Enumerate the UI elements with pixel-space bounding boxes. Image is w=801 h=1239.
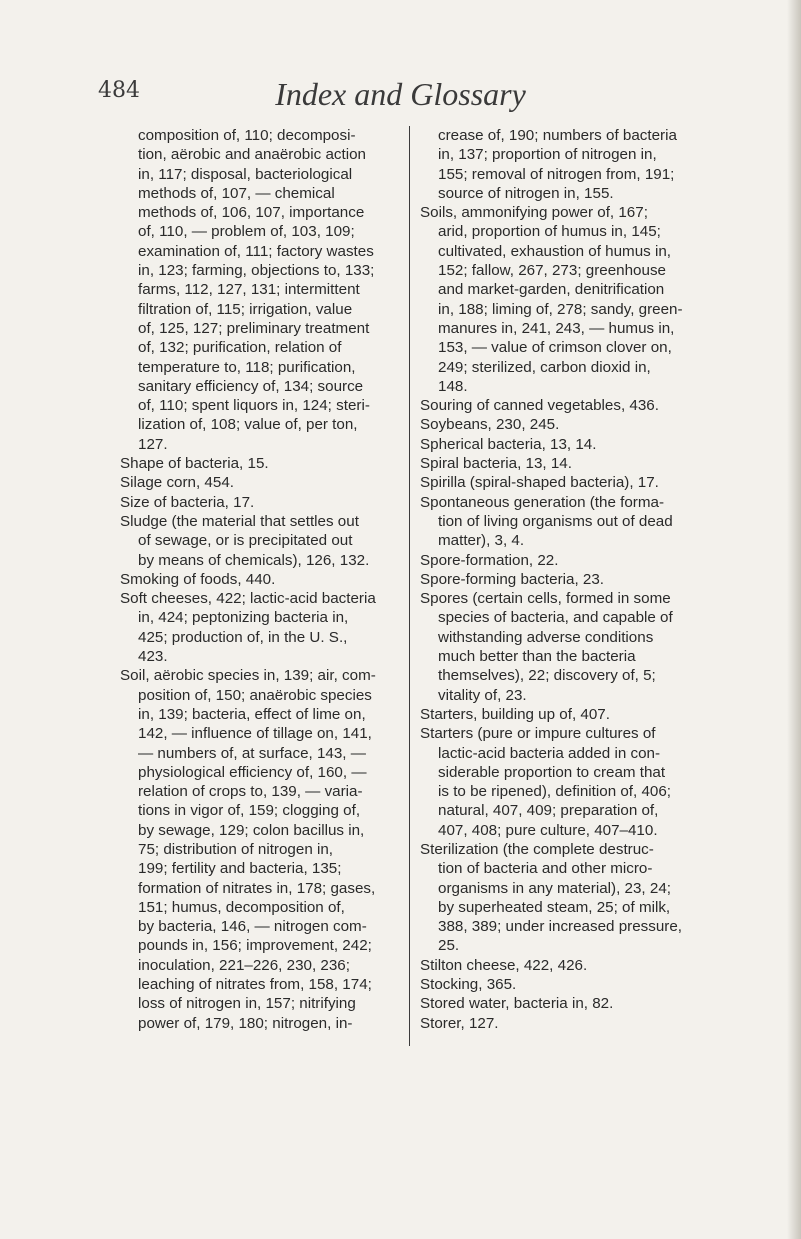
index-line: in, 117; disposal, bacteriological bbox=[138, 165, 353, 183]
index-line: source of nitrogen in, 155. bbox=[438, 184, 614, 202]
index-line: Starters (pure or impure cultures of bbox=[420, 725, 656, 743]
page-number: 484 bbox=[98, 78, 140, 103]
index-line: themselves), 22; discovery of, 5; bbox=[438, 667, 656, 685]
index-line: Soft cheeses, 422; lactic-acid bacteria bbox=[120, 590, 376, 608]
index-line: in, 137; proportion of nitrogen in, bbox=[438, 146, 657, 164]
index-line: tion of bacteria and other micro- bbox=[438, 860, 653, 878]
index-line: Spherical bacteria, 13, 14. bbox=[420, 435, 597, 453]
index-line: Souring of canned vegetables, 436. bbox=[420, 397, 659, 415]
running-title: Index and Glossary bbox=[275, 76, 526, 112]
index-line: 153, — value of crimson clover on, bbox=[438, 339, 672, 357]
index-line: Spore-forming bacteria, 23. bbox=[420, 570, 605, 588]
index-line: cultivated, exhaustion of humus in, bbox=[438, 242, 672, 260]
index-line: Spiral bacteria, 13, 14. bbox=[420, 455, 572, 473]
index-line: 423. bbox=[138, 648, 168, 666]
index-line: 148. bbox=[438, 377, 468, 395]
index-line: lization of, 108; value of, per ton, bbox=[138, 416, 358, 434]
index-line: 127. bbox=[138, 435, 168, 453]
index-line: by means of chemicals), 126, 132. bbox=[138, 551, 370, 569]
index-line: formation of nitrates in, 178; gases, bbox=[138, 879, 376, 897]
index-column-right bbox=[420, 126, 720, 1033]
index-line: Smoking of foods, 440. bbox=[120, 570, 276, 588]
index-line: of, 132; purification, relation of bbox=[138, 339, 342, 357]
index-line: 151; humus, decomposition of, bbox=[138, 898, 345, 916]
index-line: Storer, 127. bbox=[420, 1014, 499, 1032]
index-line: Silage corn, 454. bbox=[120, 474, 234, 492]
index-line: matter), 3, 4. bbox=[438, 532, 525, 550]
index-line: Stored water, bacteria in, 82. bbox=[420, 995, 614, 1013]
index-line: of, 125, 127; preliminary treatment bbox=[138, 319, 370, 337]
index-line: sanitary efficiency of, 134; source bbox=[138, 377, 364, 395]
index-line: arid, proportion of humus in, 145; bbox=[438, 223, 661, 241]
index-line: Spore-formation, 22. bbox=[420, 551, 559, 569]
index-line: of sewage, or is precipitated out bbox=[138, 532, 353, 550]
index-line: of, 110; spent liquors in, 124; steri- bbox=[138, 397, 370, 415]
index-line: Spontaneous generation (the forma- bbox=[420, 493, 665, 511]
index-line: Sterilization (the complete destruc- bbox=[420, 840, 654, 858]
index-column-left bbox=[120, 126, 405, 1033]
index-line: 388, 389; under increased pressure, bbox=[438, 918, 683, 936]
index-line: manures in, 241, 243, — humus in, bbox=[438, 319, 675, 337]
index-line: crease of, 190; numbers of bacteria bbox=[438, 127, 677, 144]
page-header bbox=[0, 76, 801, 116]
index-line: and market-garden, denitrification bbox=[438, 281, 665, 299]
index-line: 142, — influence of tillage on, 141, bbox=[138, 725, 372, 743]
index-line: lactic-acid bacteria added in con- bbox=[438, 744, 661, 762]
index-line: relation of crops to, 139, — varia- bbox=[138, 783, 363, 801]
index-line: natural, 407, 409; preparation of, bbox=[438, 802, 659, 820]
index-line: tion, aërobic and anaërobic action bbox=[138, 146, 366, 164]
index-line: methods of, 106, 107, importance bbox=[138, 204, 365, 222]
index-line: farms, 112, 127, 131; intermittent bbox=[138, 281, 360, 299]
index-line: pounds in, 156; improvement, 242; bbox=[138, 937, 372, 955]
index-line: much better than the bacteria bbox=[438, 648, 636, 666]
index-line: tions in vigor of, 159; clogging of, bbox=[138, 802, 361, 820]
index-line: 249; sterilized, carbon dioxid in, bbox=[438, 358, 651, 376]
index-line: Spirilla (spiral-shaped bacteria), 17. bbox=[420, 474, 659, 492]
index-line: 155; removal of nitrogen from, 191; bbox=[438, 165, 675, 183]
index-line: in, 424; peptonizing bacteria in, bbox=[138, 609, 349, 627]
index-line: — numbers of, at surface, 143, — bbox=[138, 744, 366, 762]
index-line: inoculation, 221–226, 230, 236; bbox=[138, 956, 350, 974]
index-line: by sewage, 129; colon bacillus in, bbox=[138, 821, 365, 839]
index-line: loss of nitrogen in, 157; nitrifying bbox=[138, 995, 356, 1013]
index-line: methods of, 107, — chemical bbox=[138, 184, 335, 202]
index-line: filtration of, 115; irrigation, value bbox=[138, 300, 353, 318]
index-line: composition of, 110; decomposi- bbox=[138, 127, 356, 144]
index-line: Soil, aërobic species in, 139; air, com- bbox=[120, 667, 376, 685]
index-line: Shape of bacteria, 15. bbox=[120, 455, 269, 473]
index-line: Soybeans, 230, 245. bbox=[420, 416, 560, 434]
index-line: vitality of, 23. bbox=[438, 686, 527, 704]
index-line: examination of, 111; factory wastes bbox=[138, 242, 374, 260]
index-line: physiological efficiency of, 160, — bbox=[138, 763, 367, 781]
index-line: position of, 150; anaërobic species bbox=[138, 686, 372, 704]
index-line: is to be ripened), definition of, 406; bbox=[438, 783, 672, 801]
index-line: Stilton cheese, 422, 426. bbox=[420, 956, 588, 974]
index-line: 75; distribution of nitrogen in, bbox=[138, 840, 334, 858]
index-line: organisms in any material), 23, 24; bbox=[438, 879, 671, 897]
index-line: 152; fallow, 267, 273; greenhouse bbox=[438, 262, 666, 280]
index-line: tion of living organisms out of dead bbox=[438, 512, 673, 530]
index-line: siderable proportion to cream that bbox=[438, 763, 666, 781]
index-line: Starters, building up of, 407. bbox=[420, 705, 610, 723]
index-line: 25. bbox=[438, 937, 460, 955]
index-line: temperature to, 118; purification, bbox=[138, 358, 356, 376]
index-line: Size of bacteria, 17. bbox=[120, 493, 255, 511]
index-line: Stocking, 365. bbox=[420, 976, 517, 994]
index-line: power of, 179, 180; nitrogen, in- bbox=[138, 1014, 353, 1032]
index-line: Spores (certain cells, formed in some bbox=[420, 590, 671, 608]
index-line: in, 188; liming of, 278; sandy, green- bbox=[438, 300, 683, 318]
index-line: 425; production of, in the U. S., bbox=[138, 628, 348, 646]
index-line: leaching of nitrates from, 158, 174; bbox=[138, 976, 372, 994]
index-line: Soils, ammonifying power of, 167; bbox=[420, 204, 648, 222]
index-line: by bacteria, 146, — nitrogen com- bbox=[138, 918, 367, 936]
page-edge-shadow bbox=[787, 0, 801, 1239]
index-line: 199; fertility and bacteria, 135; bbox=[138, 860, 342, 878]
index-line: Sludge (the material that settles out bbox=[120, 512, 359, 530]
column-divider bbox=[409, 126, 410, 1046]
index-line: by superheated steam, 25; of milk, bbox=[438, 898, 671, 916]
index-line: in, 139; bacteria, effect of lime on, bbox=[138, 705, 366, 723]
index-line: withstanding adverse conditions bbox=[438, 628, 654, 646]
index-line: 407, 408; pure culture, 407–410. bbox=[438, 821, 658, 839]
index-line: of, 110, — problem of, 103, 109; bbox=[138, 223, 355, 241]
index-line: species of bacteria, and capable of bbox=[438, 609, 673, 627]
index-line: in, 123; farming, objections to, 133; bbox=[138, 262, 375, 280]
